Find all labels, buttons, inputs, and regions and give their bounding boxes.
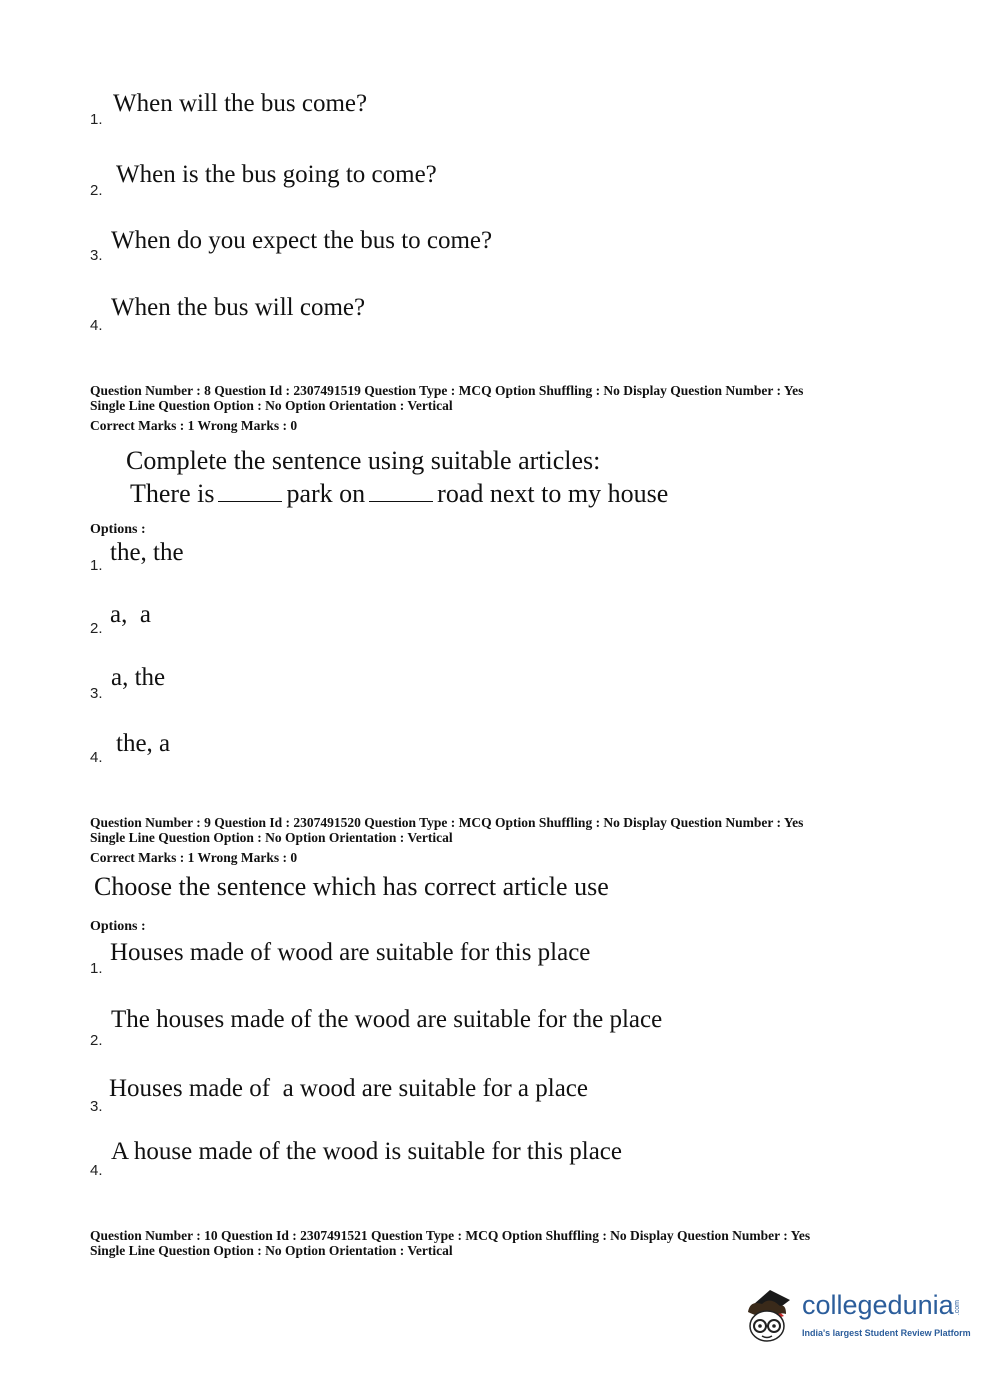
option-text: a, the [111,664,166,691]
logo-name: collegedunia [802,1290,954,1320]
question-meta-line: Question Number : 8 Question Id : 2307491519 Question Type : MCQ Option Shuffling : No Display Question Number : Yes [90,383,804,398]
question-meta-line: Single Line Question Option : No Option Orientation : Vertical [90,830,453,845]
logo-tagline: India's largest Student Review Platform [802,1328,971,1338]
option-text: When the bus will come? [111,294,366,321]
option-text: Houses made of a wood are suitable for a place [109,1075,588,1102]
collegedunia-logo [740,1280,970,1360]
option-text: Houses made of wood are suitable for this place [110,939,591,966]
option-text: the, the [110,539,184,566]
sentence-part: road next to my house [437,479,669,508]
question-meta-line: Single Line Question Option : No Option Orientation : Vertical [90,1243,453,1258]
option-text: The houses made of the wood are suitable for the place [111,1006,663,1033]
option-number: 4. [90,1162,103,1179]
marks-line: Correct Marks : 1 Wrong Marks : 0 [90,418,298,433]
option-text: When do you expect the bus to come? [111,227,493,254]
option-number: 1. [90,557,103,574]
option-text: A house made of the wood is suitable for this place [111,1138,622,1165]
option-number: 1. [90,111,103,128]
sentence-part: park on [286,479,366,508]
option-text: When will the bus come? [113,90,368,117]
sentence-part: There is [130,479,215,508]
option-text: a, a [110,601,151,628]
options-label: Options : [90,919,146,934]
option-number: 1. [90,960,103,977]
logo-suffix: .com [954,1300,961,1316]
option-number: 3. [90,247,103,264]
question-meta-line: Question Number : 10 Question Id : 2307491521 Question Type : MCQ Option Shuffling : No Display Question Number : Yes [90,1228,811,1243]
question-8-sentence [130,479,668,509]
marks-line: Correct Marks : 1 Wrong Marks : 0 [90,850,298,865]
option-text: the, a [116,730,171,757]
option-number: 2. [90,1032,103,1049]
blank-line [218,483,282,502]
question-9-text: Choose the sentence which has correct article use [94,872,609,901]
question-8-text: Complete the sentence using suitable articles: [126,446,601,475]
option-number: 2. [90,182,103,199]
question-meta-line: Question Number : 9 Question Id : 2307491520 Question Type : MCQ Option Shuffling : No Display Question Number : Yes [90,815,804,830]
logo-wordmark [802,1290,954,1321]
option-number: 3. [90,685,103,702]
option-number: 3. [90,1098,103,1115]
options-label: Options : [90,522,146,537]
mascot-icon [740,1282,802,1346]
option-number: 4. [90,317,103,334]
question-meta-line: Single Line Question Option : No Option Orientation : Vertical [90,398,453,413]
option-text: When is the bus going to come? [116,161,437,188]
blank-line [369,483,433,502]
option-number: 4. [90,749,103,766]
option-number: 2. [90,620,103,637]
